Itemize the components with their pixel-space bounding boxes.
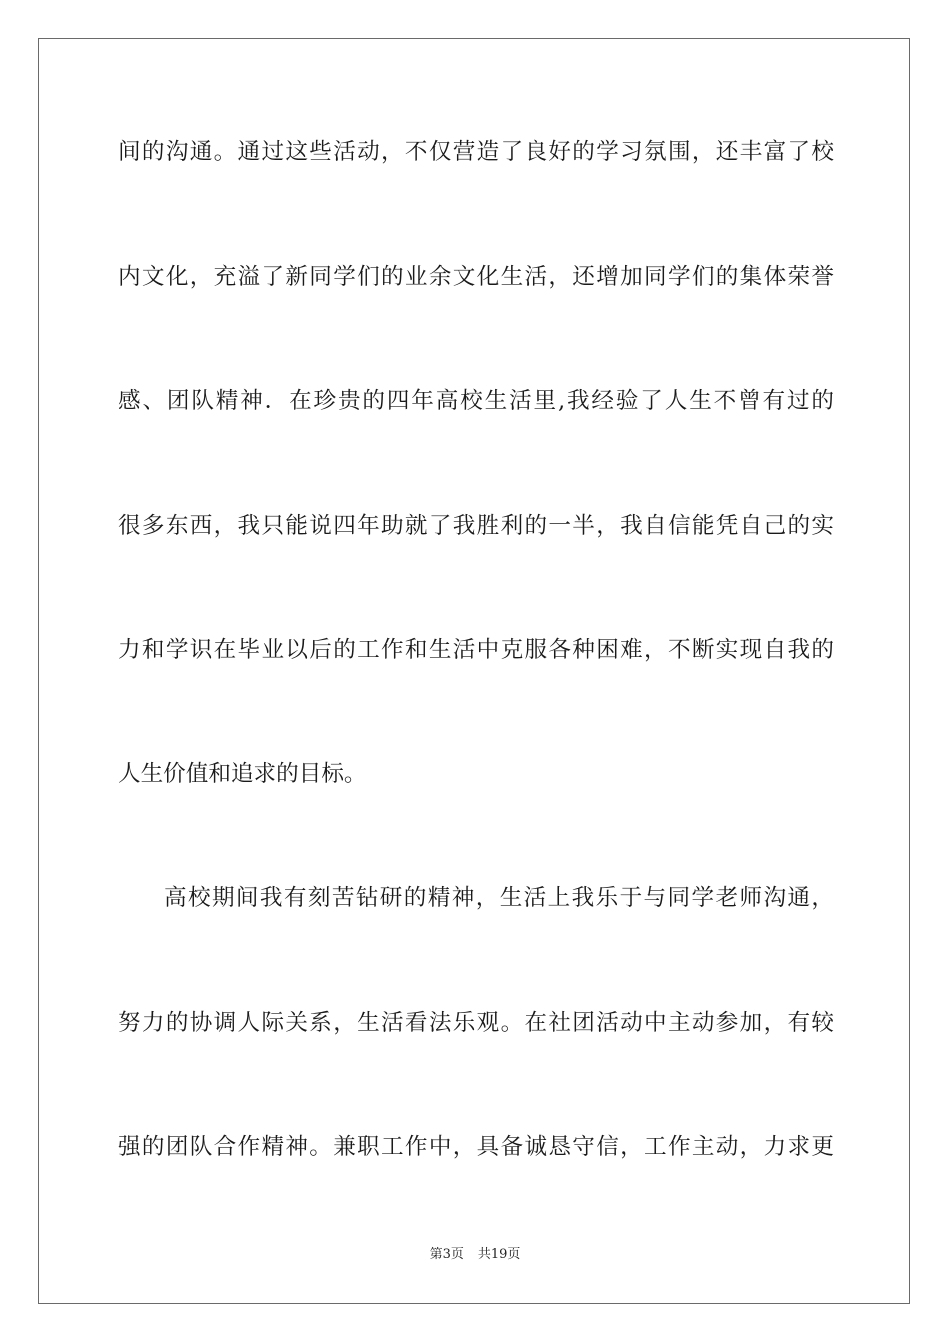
body-text-line: 努力的协调人际关系，生活看法乐观。在社团活动中主动参加，有较 bbox=[118, 1010, 834, 1036]
page-total: 共19页 bbox=[477, 1247, 521, 1262]
page-border bbox=[38, 38, 910, 1304]
paragraph-first-line: 高校期间我有刻苦钻研的精神，生活上我乐于与同学老师沟通， bbox=[164, 885, 834, 911]
body-text-line: 很多东西，我只能说四年助就了我胜利的一半，我自信能凭自己的实 bbox=[118, 513, 834, 539]
page-number: 第3页 bbox=[429, 1247, 464, 1262]
body-text-line: 感、团队精神．在珍贵的四年高校生活里,我经验了人生不曾有过的 bbox=[118, 388, 834, 414]
body-text-line: 力和学识在毕业以后的工作和生活中克服各种困难，不断实现自我的 bbox=[118, 637, 834, 663]
page-footer bbox=[0, 1246, 950, 1264]
body-text-line: 间的沟通。通过这些活动，不仅营造了良好的学习氛围，还丰富了校 bbox=[118, 139, 834, 165]
body-text-line: 内文化，充溢了新同学们的业余文化生活，还增加同学们的集体荣誉 bbox=[118, 264, 834, 290]
body-text-line: 人生价值和追求的目标。 bbox=[118, 761, 367, 787]
body-text-line: 强的团队合作精神。兼职工作中，具备诚恳守信，工作主动，力求更 bbox=[118, 1134, 834, 1160]
